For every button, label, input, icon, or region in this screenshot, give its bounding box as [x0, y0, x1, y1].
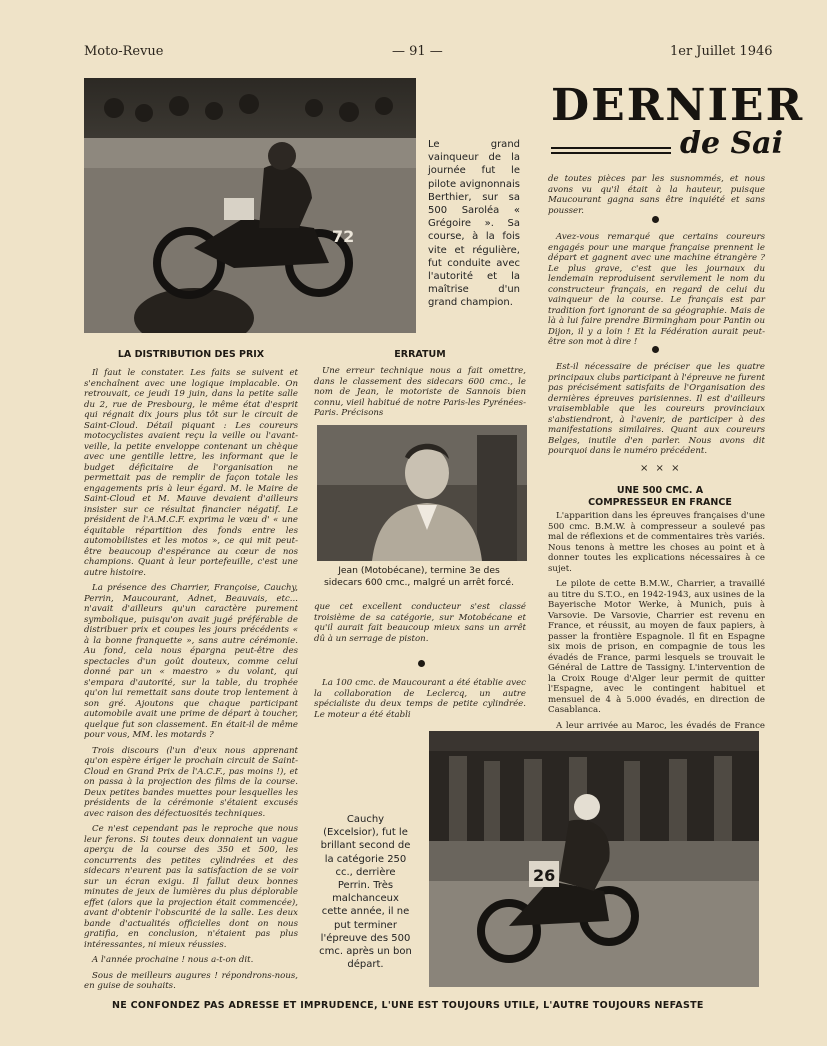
col1-paragraph: Trois discours (l'un d'eux nous apprenant qu'on espère ériger le prochain circuit de Saint-Cloud en Grand Prix de l'A.C.F., pas moins !), et on passa à la projection des films de la course. Deux petites bandes muettes pour lesquelles les présidents de la cérémonie s'étaient excusés avec raison des défectuosités techniques.	[84, 745, 298, 819]
heading-distribution-prix: LA DISTRIBUTION DES PRIX	[117, 349, 265, 360]
photo-berthier-race	[84, 78, 416, 333]
col3-paragraph: Le pilote de cette B.M.W., Charrier, a travaillé au titre du S.T.O., en 1942-1943, aux usines de la Bayerische Motor Werke, à Munich, puis à Varsovie. De Varsovie, Charrier est revenu en France, et réussit, au moyen de faux papiers, à passer la frontière Espagnole. Il fit en Espagne six mois de prison, en compagnie de tous les évadés de France, parmi lesquels se trouvait le Général de Lattre de Tassigny. L'intervention de la Croix Rouge d'Alger leur permit de quitter l'Espagne, avec le contingent habituel et mensuel de 4 à 5.000 évadés, en direction de Casablanca.	[548, 579, 765, 715]
caption-cauchy: Cauchy (Excelsior), fut le brillant second de la catégorie 250 cc., derrière Perrin. Très malchanceux cette année, il ne put terminer l'épreuve des 500 cmc. après un bon départ.	[319, 814, 412, 971]
section-separator: × × ×	[640, 463, 682, 474]
column-1-text	[84, 368, 298, 991]
title-rule-1	[551, 147, 671, 149]
heading-compresseur: UNE 500 CMC. A COMPRESSEUR EN FRANCE	[588, 485, 732, 508]
col3-paragraph: A leur arrivée au Maroc, les évadés de France	[556, 720, 765, 731]
separator-bullet	[418, 660, 425, 667]
erratum-text	[314, 366, 526, 420]
col1-paragraph: Ce n'est cependant pas le reproche que nous leur ferons. Si toutes deux donnaient un vague aperçu de la course des 350 et 500, les concurrents des petites cylindrées et des sidecars n'eurent pas la satisfaction de se voir sur un écran exigu. Il fallut deux bonnes minutes de jeux de lumières du plus déplorable effet (alors que la projection était commencée), avant d'obtenir l'obscurité de la salle. Les deux bande d'actualités officielles dont on nous gratifia, en conclusion, n'étaient pas plus intéressantes, ni mieux réussies.	[84, 824, 298, 950]
col1-paragraph: Sous de meilleurs augures ! répondrons-nous, en guise de souhaits.	[84, 970, 298, 991]
maucourant-paragraph: La 100 cmc. de Maucourant a été établie avec la collaboration de Leclercq, un autre spécialiste du deux temps de petite cylindrée. Le moteur a été établi	[314, 678, 526, 720]
maucourant-text	[314, 678, 526, 720]
caption-berthier: Le grand vainqueur de la journée fut le pilote avignonnais Berthier, sur sa 500 Saroléa « Grégoire ». Sa course, à la fois vite et régulière, fut conduite avec l'autorité et la maîtrise d'un grand champion.	[428, 139, 520, 309]
issue-date: 1er Juillet 1946	[670, 44, 773, 59]
publication-name: Moto-Revue	[84, 44, 164, 59]
col3-paragraph: Est-il nécessaire de préciser que les quatre principaux clubs participant à l'épreuve ne furent pas précisément satisfaits de l'Organisation des dernières épreuves parisiennes. Il est d'ailleurs vraisemblable que les coureurs provinciaux s'abstiendront, à l'avenir, de participer à des manifestations similaires. Quant aux coureurs Belges, inutile d'en parler. Nous avons dit pourquoi dans le numéro précédent.	[548, 362, 765, 456]
caption-jean: Jean (Motobécane), termine 3e des sidecars 600 cmc., malgré un arrêt forcé.	[324, 565, 514, 588]
section-title: DERNIER	[551, 80, 805, 131]
col3-paragraph: Avez-vous remarqué que certains coureurs engagés pour une marque française prennent le départ et gagnent avec une machine étrangère ? Le plus grave, c'est que les journaux du lendemain reproduisent servilement le nom du constructeur français, en regard de celui du vainqueur de la course. Le français est par tradition fort ignorant de sa géographie. Mais de là à lui faire prendre Birmingham pour Pantin ou Dijon, il y a loin ! Et la Fédération aurait peut-être son mot à dire !	[548, 232, 765, 347]
column-3-article	[548, 511, 765, 731]
page-number: — 91 —	[392, 44, 443, 59]
title-rule-2	[551, 152, 671, 154]
footer-slogan: NE CONFONDEZ PAS ADRESSE ET IMPRUDENCE, L'UNE EST TOUJOURS UTILE, L'AUTRE TOUJOURS NEFASTE	[112, 1000, 704, 1011]
racer-number-label: 26	[533, 866, 556, 885]
col1-paragraph: La présence des Charrier, Françoise, Cauchy, Perrin, Maucourant, Adnet, Beauvais, etc... n'avait d'ailleurs qu'un caractère purement symbolique, puisqu'on avait jugé préférable de distribuer prix et coupes les jours précédents « à la bonne franquette », sans autre cérémonie. Au fond, cela nous épargna peut-être des spectacles d'un goût douteux, comme celui donné par un « maestro » du volant, qui s'empara d'autorité, sur la table, du trophée qu'on lui remettait sans doute trop lentement à son gré. Ajoutons que chaque participant automobile avait une prime de départ à toucher, quelque fut son classement. En était-il de même pour vous, MM. les motards ?	[84, 583, 298, 740]
portrait-image	[317, 425, 527, 561]
col3-paragraph: L'apparition dans les épreuves françaises d'une 500 cmc. B.M.W. à compresseur a soulevé pas mal de réflexions et de commentaires très variés. Nous tenons à mettre les choses au point et à donner toutes les explications nécessaires à ce sujet.	[548, 511, 765, 574]
erratum-paragraph: Une erreur technique nous a fait omettre, dans le classement des sidecars 600 cmc., le nom de Jean, le motoriste de Sannois bien connu, vieil habitué de notre Paris-les Pyrénées-Paris. Précisons	[314, 366, 526, 418]
racer-number-label: 72	[332, 227, 355, 246]
separator-bullet	[652, 216, 659, 223]
col1-paragraph: A l'année prochaine ! nous a-t-on dit.	[92, 955, 254, 965]
heading-erratum: ERRATUM	[394, 349, 446, 360]
motorcycle-racer-image	[429, 731, 759, 987]
col1-paragraph: Il faut le constater. Les faits se suivent et s'enchaînent avec une logique implacable. On retrouvait, ce jeudi 19 juin, dans la petite salle du 2, rue de Presbourg, le même état d'esprit qui régnait dix jours plus tôt sur le circuit de Saint-Cloud. Détail piquant : Les coureurs motocyclistes avaient reçu la veille ou l'avant-veille, la petite enveloppe contenant un chèque avec une gentille lettre, les informant que le budget déficitaire de l'organisation ne permettait pas de remplir de façon totale les engagements pris à leur égard. M. le Maire de Saint-Cloud et M. Mauve devaient d'ailleurs insister sur ce résultat financier négatif. Le président de l'A.M.C.F. exprima le vœu d' « une équitable répartition des fonds entre les automobilistes et les motos », ce qui mit peut-être beaucoup d'espérance au cœur de nos champions. Quant à leur portefeuille, c'est une autre histoire.	[84, 368, 298, 578]
erratum-continued	[314, 602, 526, 642]
section-subtitle: de Sai	[680, 126, 784, 161]
separator-bullet	[652, 346, 659, 353]
column-3-para3	[548, 362, 765, 460]
photo-cauchy-race	[429, 731, 759, 987]
column-3-para1	[548, 174, 765, 216]
col3-paragraph: de toutes pièces par les susnommés, et nous avons vu qu'il était à la hauteur, puisque Maucourant gagna sans être inquiété et sans pousser.	[548, 174, 765, 216]
photo-jean	[317, 425, 527, 561]
column-3-para2	[548, 232, 765, 347]
motorcycle-racer-image	[84, 78, 416, 333]
erratum-paragraph-2: que cet excellent conducteur s'est classé troisième de sa catégorie, sur Motobécane et qu'il aurait fait beaucoup mieux sans un arrêt dû à un serrage de piston.	[314, 602, 526, 644]
